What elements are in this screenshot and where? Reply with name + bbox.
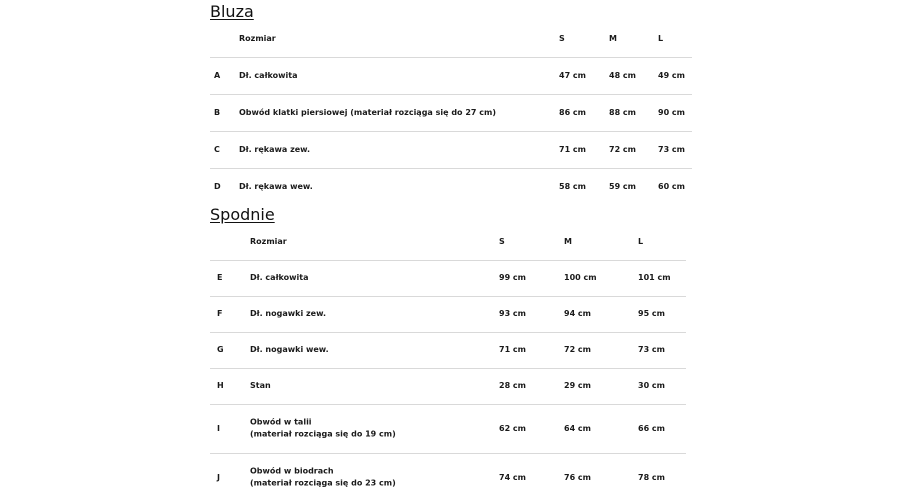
row-value-s: 71 cm [499,344,526,354]
row-letter: G [217,344,224,354]
row-value-l: 95 cm [638,308,665,318]
header-size-m: M [564,236,572,246]
row-letter: D [214,181,221,191]
header-size-s: S [499,236,505,246]
row-measurement [250,416,396,441]
row-measurement-line1: Obwód w talii [250,417,312,427]
row-value-l: 66 cm [638,423,665,433]
row-value-m: 88 cm [609,107,636,117]
row-value-l: 73 cm [638,344,665,354]
row-value-s: 47 cm [559,70,586,80]
row-value-l: 73 cm [658,144,685,154]
row-value-s: 71 cm [559,144,586,154]
row-value-m: 100 cm [564,272,597,282]
row-measurement: Dł. nogawki zew. [250,308,326,318]
row-value-s: 28 cm [499,380,526,390]
row-value-l: 101 cm [638,272,671,282]
row-value-s: 93 cm [499,308,526,318]
header-size-s: S [559,33,565,43]
row-value-l: 30 cm [638,380,665,390]
row-letter: C [214,144,220,154]
row-value-s: 99 cm [499,272,526,282]
row-measurement-line2: (materiał rozciąga się do 23 cm) [250,478,396,488]
table-row [210,332,686,369]
row-value-l: 78 cm [638,472,665,482]
row-letter: H [217,380,224,390]
row-value-s: 58 cm [559,181,586,191]
row-measurement-line1: Obwód w biodrach [250,466,334,476]
row-value-s: 86 cm [559,107,586,117]
row-value-m: 76 cm [564,472,591,482]
table-row [210,94,692,132]
header-size-l: L [638,236,644,246]
row-value-m: 72 cm [609,144,636,154]
row-letter: B [214,107,221,117]
row-measurement: Obwód klatki piersiowej (materiał rozciąga się do 27 cm) [239,107,496,117]
table-row [210,368,686,405]
row-measurement: Dł. rękawa wew. [239,181,313,191]
row-measurement-line2: (materiał rozciąga się do 19 cm) [250,429,396,439]
row-letter: I [217,423,220,433]
table-row [210,404,686,454]
row-letter: A [214,70,221,80]
row-measurement: Dł. rękawa zew. [239,144,311,154]
row-value-m: 29 cm [564,380,591,390]
row-value-m: 72 cm [564,344,591,354]
table-row [210,131,692,169]
row-measurement: Dł. nogawki wew. [250,344,329,354]
header-size-m: M [609,33,617,43]
table-row [210,453,686,502]
row-value-s: 62 cm [499,423,526,433]
table-row [210,57,692,95]
row-letter: J [217,472,220,482]
table-header-row [210,224,686,261]
row-value-m: 64 cm [564,423,591,433]
table-header-row [210,20,692,58]
row-value-m: 94 cm [564,308,591,318]
row-value-l: 49 cm [658,70,685,80]
table-row [210,296,686,333]
row-letter: E [217,272,223,282]
row-measurement: Stan [250,380,271,390]
row-value-l: 90 cm [658,107,685,117]
row-value-s: 74 cm [499,472,526,482]
row-measurement [250,465,396,490]
spodnie-title: Spodnie [210,205,275,224]
row-measurement: Dł. całkowita [250,272,309,282]
row-measurement: Dł. całkowita [239,70,298,80]
table-row [210,168,692,205]
header-size-l: L [658,33,664,43]
header-rozmiar: Rozmiar [250,236,287,246]
table-row [210,260,686,297]
row-value-m: 59 cm [609,181,636,191]
header-rozmiar: Rozmiar [239,33,276,43]
bluza-title: Bluza [210,2,254,21]
row-value-m: 48 cm [609,70,636,80]
row-letter: F [217,308,223,318]
row-value-l: 60 cm [658,181,685,191]
